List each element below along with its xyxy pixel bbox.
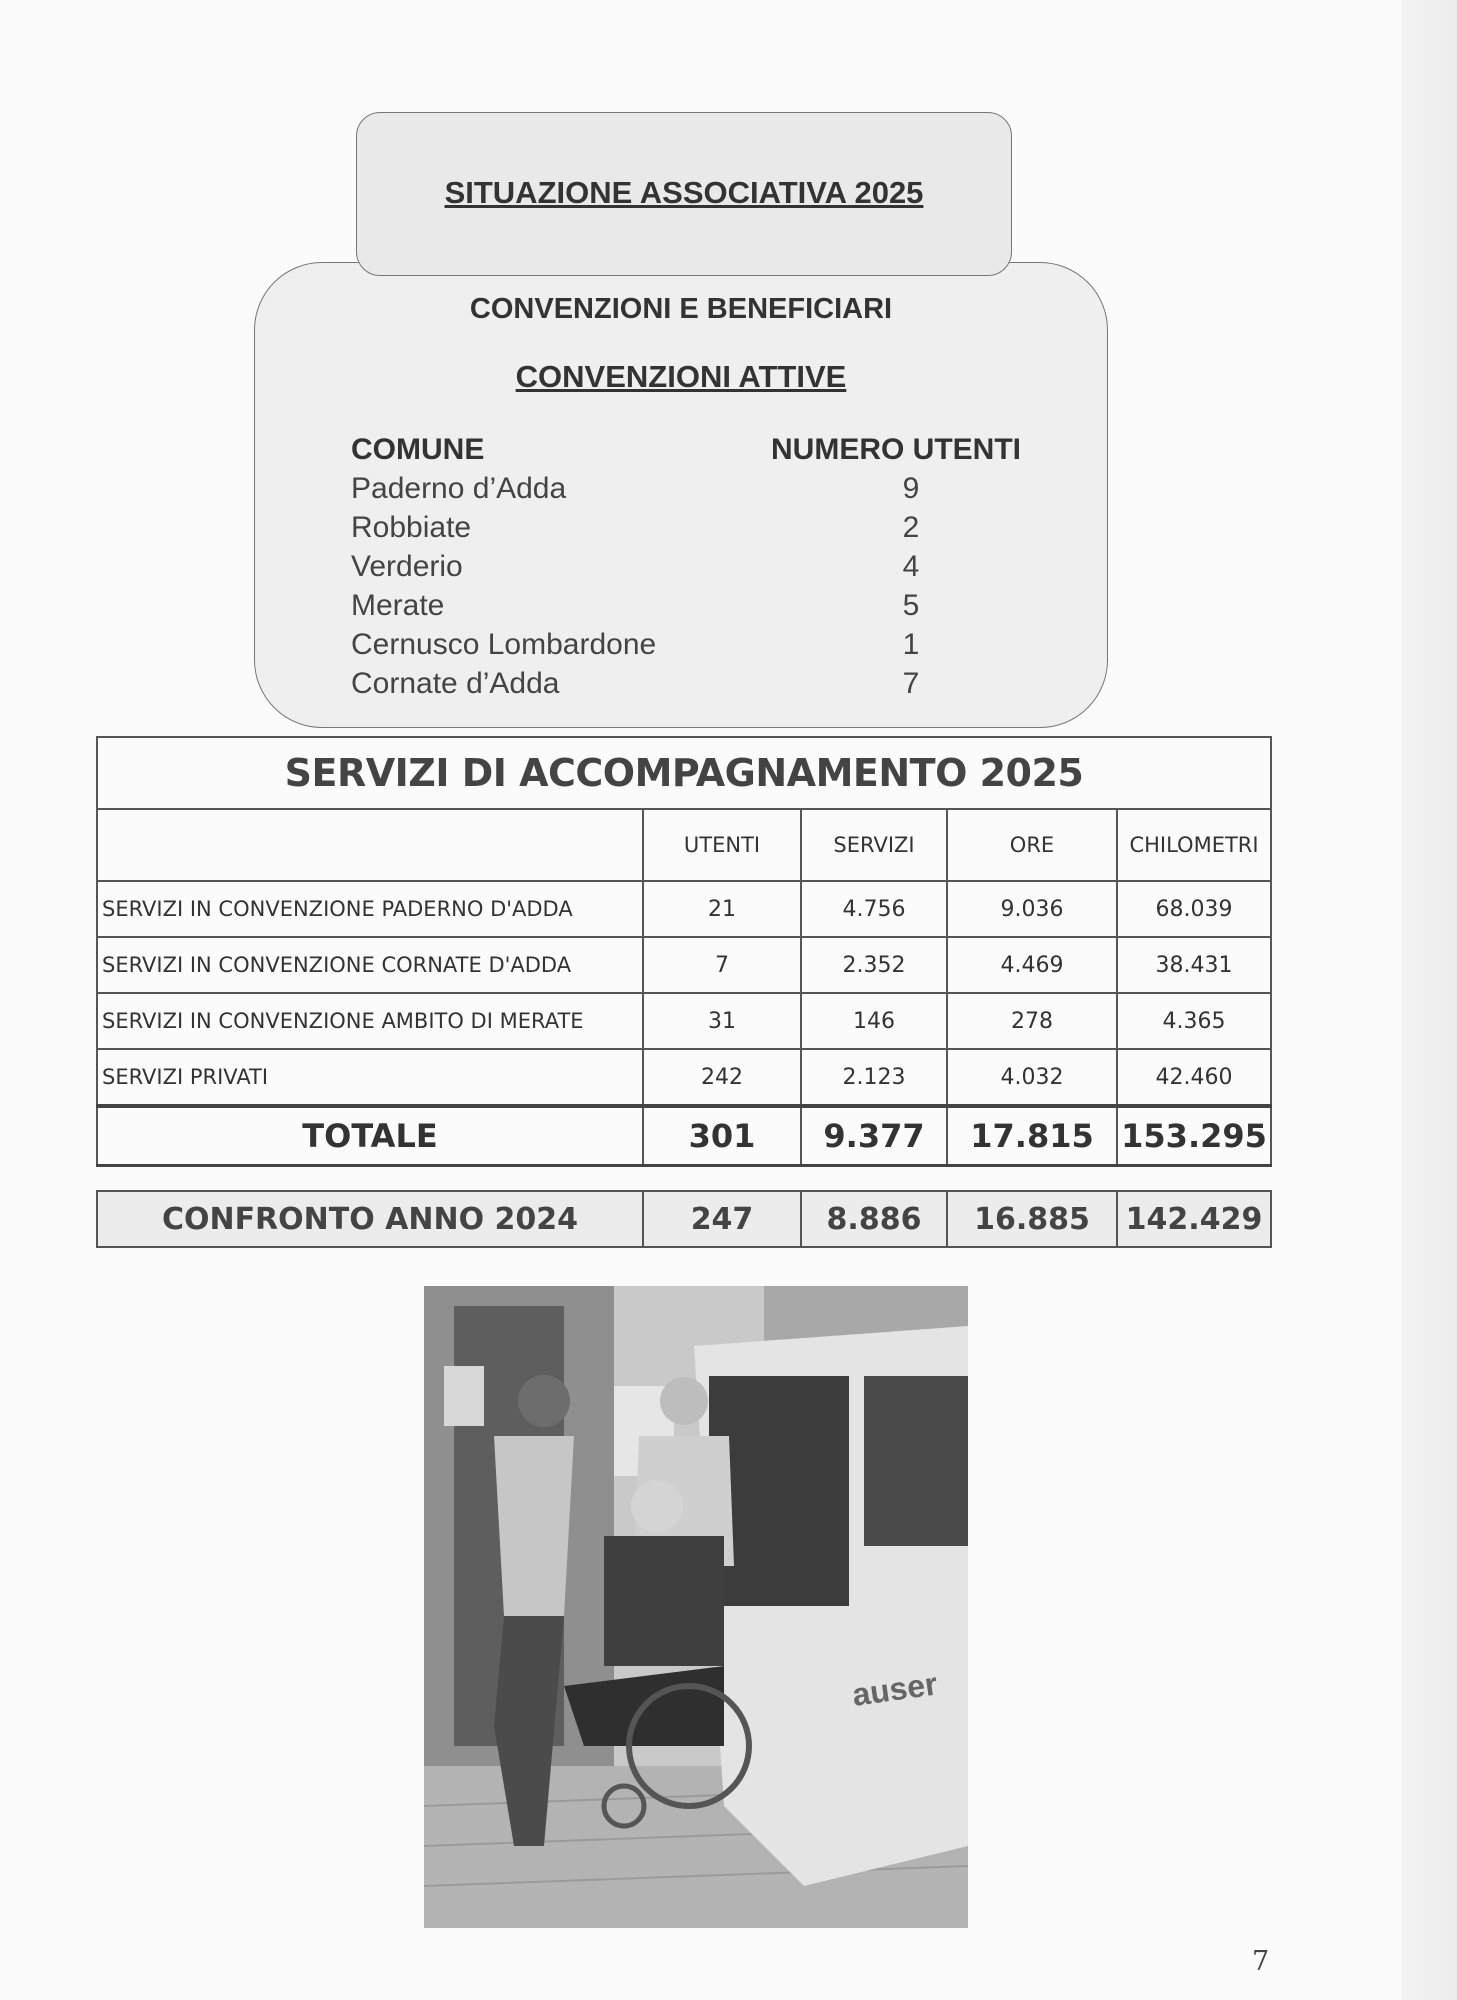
- conventions-heading: CONVENZIONI E BENEFICIARI: [469, 293, 893, 325]
- comune-name: Cornate d’Adda: [351, 667, 560, 700]
- column-header: SERVIZI: [801, 809, 947, 881]
- table-cell: 146: [801, 993, 947, 1049]
- conventions-header-row: [351, 433, 1067, 472]
- total-cell: 9.377: [801, 1106, 947, 1166]
- comune-name: Paderno d’Adda: [351, 472, 567, 505]
- total-row: [97, 1106, 1271, 1166]
- van-logo-text: auser: [849, 1665, 940, 1713]
- comparison-cell: 142.429: [1117, 1191, 1271, 1247]
- comune-name: Robbiate: [351, 511, 472, 544]
- table-cell: 2.352: [801, 937, 947, 993]
- empty-header-cell: [97, 809, 643, 881]
- column-header: UTENTI: [643, 809, 801, 881]
- utenti-count: 5: [902, 589, 920, 622]
- table-cell: 4.365: [1117, 993, 1271, 1049]
- comparison-cell: 8.886: [801, 1191, 947, 1247]
- comparison-label: CONFRONTO ANNO 2024: [97, 1191, 643, 1247]
- list-item: [351, 667, 1067, 706]
- page-number: 7: [1252, 1946, 1270, 1977]
- utenti-count: 2: [902, 511, 920, 544]
- table-cell: 68.039: [1117, 881, 1271, 937]
- volunteers-wheelchair-photo: [424, 1286, 968, 1928]
- table-row: [97, 1049, 1271, 1106]
- table-cell: 278: [947, 993, 1117, 1049]
- table-cell: 9.036: [947, 881, 1117, 937]
- row-label: SERVIZI IN CONVENZIONE PADERNO D'ADDA: [97, 881, 643, 937]
- comparison-row: [97, 1191, 1271, 1247]
- total-cell: 17.815: [947, 1106, 1117, 1166]
- row-label: SERVIZI IN CONVENZIONE CORNATE D'ADDA: [97, 937, 643, 993]
- comune-name: Merate: [351, 589, 445, 622]
- table-header-row: [97, 809, 1271, 881]
- conventions-box: [254, 262, 1108, 728]
- list-item: [351, 628, 1067, 667]
- table-row: [97, 881, 1271, 937]
- table-cell: 38.431: [1117, 937, 1271, 993]
- list-item: [351, 589, 1067, 628]
- table-cell: 2.123: [801, 1049, 947, 1106]
- comune-name: Cernusco Lombardone: [351, 628, 657, 661]
- table-cell: 42.460: [1117, 1049, 1271, 1106]
- comparison-cell: 16.885: [947, 1191, 1117, 1247]
- list-item: [351, 472, 1067, 511]
- list-item: [351, 550, 1067, 589]
- utenti-count: 9: [902, 472, 920, 505]
- comparison-table: [96, 1190, 1272, 1248]
- comparison-cell: 247: [643, 1191, 801, 1247]
- conventions-list: [351, 433, 1067, 706]
- row-label: SERVIZI PRIVATI: [97, 1049, 643, 1106]
- table-cell: 4.756: [801, 881, 947, 937]
- table-row: [97, 937, 1271, 993]
- table-cell: 31: [643, 993, 801, 1049]
- col-comune-label: COMUNE: [351, 433, 485, 466]
- total-cell: 301: [643, 1106, 801, 1166]
- conventions-subheading: CONVENZIONI ATTIVE: [515, 359, 847, 394]
- table-cell: 4.469: [947, 937, 1117, 993]
- title-box: [356, 112, 1012, 276]
- utenti-count: 7: [902, 667, 920, 700]
- table-cell: 21: [643, 881, 801, 937]
- comune-name: Verderio: [351, 550, 463, 583]
- table-cell: 4.032: [947, 1049, 1117, 1106]
- services-table-title: SERVIZI DI ACCOMPAGNAMENTO 2025: [97, 737, 1271, 809]
- table-row: [97, 993, 1271, 1049]
- page-edge: [1401, 0, 1457, 2000]
- total-label: TOTALE: [97, 1106, 643, 1166]
- table-cell: 7: [643, 937, 801, 993]
- list-item: [351, 511, 1067, 550]
- utenti-count: 1: [902, 628, 920, 661]
- column-header: ORE: [947, 809, 1117, 881]
- row-label: SERVIZI IN CONVENZIONE AMBITO DI MERATE: [97, 993, 643, 1049]
- services-table: [96, 736, 1272, 1167]
- total-cell: 153.295: [1117, 1106, 1271, 1166]
- table-cell: 242: [643, 1049, 801, 1106]
- col-utenti-label: NUMERO UTENTI: [771, 433, 1021, 466]
- utenti-count: 4: [902, 550, 920, 583]
- column-header: CHILOMETRI: [1117, 809, 1271, 881]
- page-title: SITUAZIONE ASSOCIATIVA 2025: [444, 175, 924, 210]
